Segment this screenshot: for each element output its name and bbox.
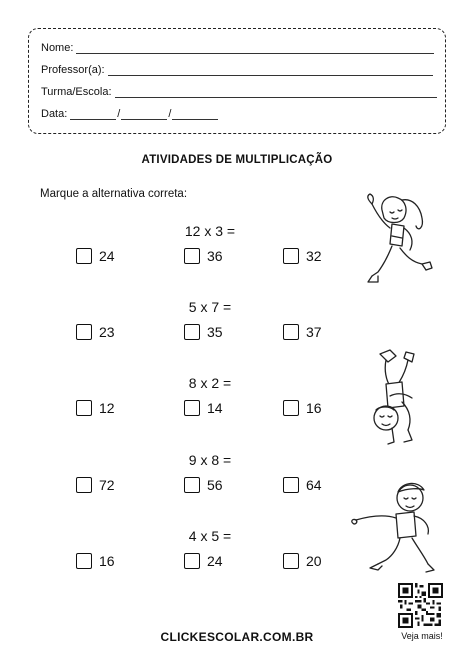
q1-option-b[interactable] — [184, 248, 223, 264]
q2-option-c[interactable] — [283, 324, 322, 340]
checkbox[interactable] — [76, 477, 92, 493]
turma-line[interactable] — [115, 88, 437, 98]
year-line[interactable] — [172, 110, 218, 120]
checkbox[interactable] — [184, 324, 200, 340]
option-label: 16 — [306, 400, 322, 416]
checkbox[interactable] — [184, 477, 200, 493]
professor-field — [41, 64, 433, 76]
checkbox[interactable] — [283, 400, 299, 416]
q2-option-b[interactable] — [184, 324, 223, 340]
student-info-box — [28, 28, 446, 134]
checkbox[interactable] — [184, 553, 200, 569]
question-2: 5 x 7 = — [188, 299, 232, 315]
option-label: 35 — [207, 324, 223, 340]
q5-option-b[interactable] — [184, 553, 223, 569]
option-label: 24 — [99, 248, 115, 264]
q3-option-b[interactable] — [184, 400, 223, 416]
q1-option-a[interactable] — [76, 248, 115, 264]
option-label: 16 — [99, 553, 115, 569]
question-3: 8 x 2 = — [188, 375, 232, 391]
data-field — [41, 108, 218, 120]
checkbox[interactable] — [184, 400, 200, 416]
option-label: 32 — [306, 248, 322, 264]
day-line[interactable] — [70, 110, 116, 120]
page-title: ATIVIDADES DE MULTIPLICAÇÃO — [141, 154, 333, 166]
turma-field — [41, 86, 437, 98]
q4-option-c[interactable] — [283, 477, 322, 493]
checkbox[interactable] — [283, 553, 299, 569]
professor-label: Professor(a): — [41, 64, 105, 76]
nome-line[interactable] — [76, 44, 434, 54]
turma-label: Turma/Escola: — [41, 86, 112, 98]
breakdancing-boy-illustration — [350, 346, 434, 450]
q4-option-b[interactable] — [184, 477, 223, 493]
option-label: 56 — [207, 477, 223, 493]
checkbox[interactable] — [76, 324, 92, 340]
option-label: 12 — [99, 400, 115, 416]
checkbox[interactable] — [283, 324, 299, 340]
option-label: 36 — [207, 248, 223, 264]
q5-option-a[interactable] — [76, 553, 115, 569]
option-label: 23 — [99, 324, 115, 340]
q3-option-c[interactable] — [283, 400, 322, 416]
date-slash-1: / — [117, 108, 121, 120]
option-label: 20 — [306, 553, 322, 569]
checkbox[interactable] — [283, 248, 299, 264]
nome-label: Nome: — [41, 42, 74, 54]
q1-option-c[interactable] — [283, 248, 322, 264]
checkbox[interactable] — [184, 248, 200, 264]
data-label: Data: — [41, 108, 68, 120]
question-4: 9 x 8 = — [188, 452, 232, 468]
nome-field — [41, 42, 434, 54]
question-5: 4 x 5 = — [188, 528, 232, 544]
question-1: 12 x 3 = — [184, 223, 236, 239]
q5-option-c[interactable] — [283, 553, 322, 569]
q3-option-a[interactable] — [76, 400, 115, 416]
qr-code-icon[interactable] — [398, 583, 443, 628]
running-girl-illustration — [352, 192, 434, 294]
month-line[interactable] — [121, 110, 167, 120]
option-label: 14 — [207, 400, 223, 416]
footer-site-link[interactable]: CLICKESCOLAR.COM.BR — [160, 630, 314, 644]
option-label: 37 — [306, 324, 322, 340]
checkbox[interactable] — [283, 477, 299, 493]
date-slash-2: / — [168, 108, 172, 120]
option-label: 72 — [99, 477, 115, 493]
option-label: 24 — [207, 553, 223, 569]
instruction-text: Marque a alternativa correta: — [40, 188, 188, 200]
qr-caption: Veja mais! — [401, 631, 443, 641]
q4-option-a[interactable] — [76, 477, 115, 493]
checkbox[interactable] — [76, 248, 92, 264]
professor-line[interactable] — [108, 66, 433, 76]
option-label: 64 — [306, 477, 322, 493]
checkbox[interactable] — [76, 553, 92, 569]
dancing-boy-illustration — [348, 478, 438, 574]
q2-option-a[interactable] — [76, 324, 115, 340]
checkbox[interactable] — [76, 400, 92, 416]
